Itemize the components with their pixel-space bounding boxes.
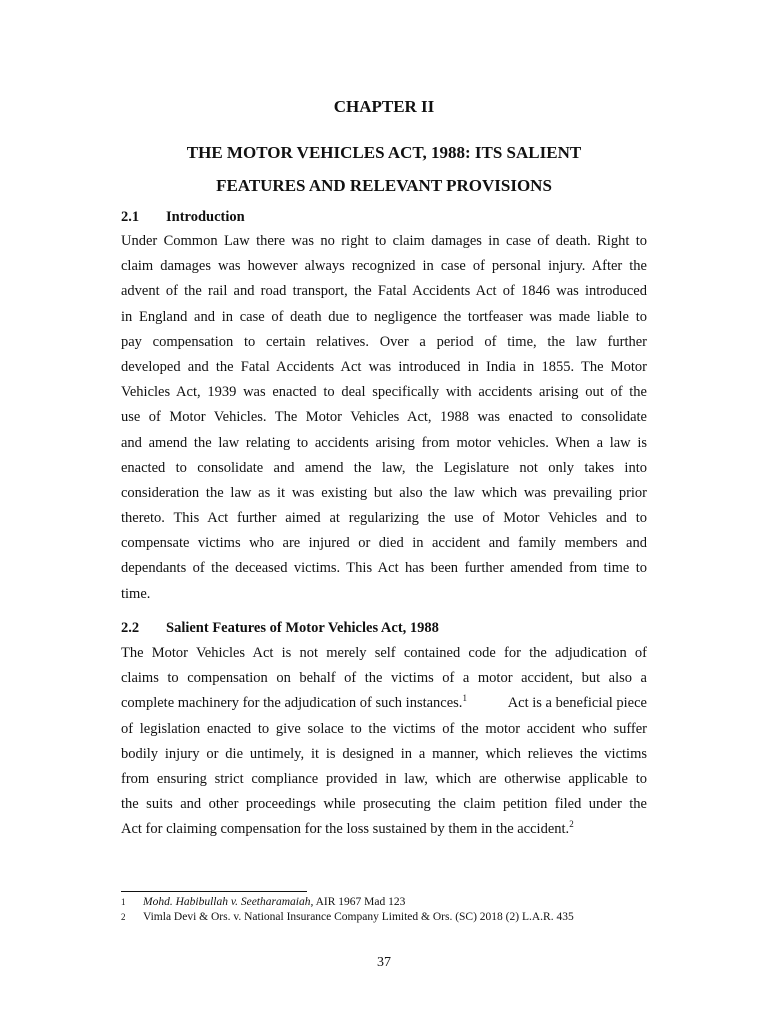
footnote-separator [121, 891, 307, 892]
paragraph-line: consideration the law as it was existing but also the law which was prevailing prior [121, 484, 647, 501]
footnote-mark: 1 [121, 897, 126, 907]
line-text: Act for claiming compensation for the loss sustained by them in the accident. [121, 821, 570, 838]
paragraph-line: thereto. This Act further aimed at regularizing the use of Motor Vehicles and to [121, 510, 647, 527]
paragraph-line: and amend the law relating to accidents arising from motor vehicles. When a law is [121, 434, 647, 451]
paragraph-line: time. [121, 585, 151, 602]
footnote-case-name: Mohd. Habibullah v. Seetharamaiah, [143, 896, 314, 908]
section-heading-2-1 [121, 207, 245, 227]
footnote-citation: AIR 1967 Mad 123 [313, 896, 406, 908]
paragraph-line: compensate victims who are injured or died in accident and family members and [121, 535, 647, 552]
paragraph-line: in England and in case of death due to negligence the tortfeaser was made liable to [121, 308, 647, 325]
paragraph-line: use of Motor Vehicles. The Motor Vehicles Act, 1988 was enacted to consolidate [121, 409, 647, 426]
section-heading-2-2 [121, 618, 439, 638]
paragraph-line: of legislation enacted to give solace to the victims of the motor accident who suffer [121, 720, 647, 737]
page-number: 37 [377, 955, 391, 970]
paragraph-line: dependants of the deceased victims. This Act has been further amended from time to [121, 560, 647, 577]
line-text: Act is a beneficial piece [507, 695, 647, 712]
paragraph-line [121, 817, 647, 842]
section-number: 2.1 [121, 209, 140, 225]
paragraph-line: the suits and other proceedings while prosecuting the claim petition filed under the [121, 796, 647, 813]
footnote-2 [121, 910, 574, 925]
section-2-1-paragraph [121, 229, 647, 607]
section-number: 2.2 [121, 620, 140, 636]
line-text: complete machinery for the adjudication of such instances. [121, 695, 463, 712]
paragraph-line: pay compensation to certain relatives. Over a period of time, the law further [121, 333, 647, 350]
footnote-ref: 1 [462, 693, 467, 704]
footnote-ref: 2 [569, 819, 574, 830]
paragraph-line: claims to compensation on behalf of the victims of a motor accident, but also a [121, 670, 647, 687]
footnote-text: Vimla Devi & Ors. v. National Insurance Company Limited & Ors. (SC) 2018 (2) L.A.R. 435 [143, 911, 574, 923]
section-title: Salient Features of Motor Vehicles Act, 1988 [166, 620, 439, 636]
chapter-title [0, 136, 768, 202]
paragraph-line: developed and the Fatal Accidents Act was introduced in India in 1855. The Motor [121, 358, 647, 375]
paragraph-line [121, 691, 647, 716]
chapter-title-line: THE MOTOR VEHICLES ACT, 1988: ITS SALIENT [186, 143, 582, 162]
chapter-heading: CHAPTER II [333, 97, 435, 116]
paragraph-line: The Motor Vehicles Act is not merely self contained code for the adjudication of [121, 645, 647, 661]
paragraph-line: bodily injury or die untimely, it is designed in a manner, which relieves the victims [121, 745, 647, 762]
footnote-1 [121, 895, 405, 910]
paragraph-line: Under Common Law there was no right to claim damages in case of death. Right to [121, 233, 647, 249]
paragraph-line: enacted to consolidate and amend the law, the Legislature not only takes into [121, 459, 647, 476]
chapter-title-line: FEATURES AND RELEVANT PROVISIONS [216, 176, 552, 195]
section-title: Introduction [166, 209, 245, 225]
footnote-mark: 2 [121, 912, 126, 922]
paragraph-line: advent of the rail and road transport, the Fatal Accidents Act of 1846 was introduced [121, 283, 647, 300]
paragraph-line: claim damages was however always recognized in case of personal injury. After the [121, 258, 647, 275]
line-segment [121, 691, 467, 716]
section-2-2-paragraph [121, 641, 647, 843]
paragraph-line: Vehicles Act, 1939 was enacted to deal specifically with accidents arising out of the [121, 384, 647, 401]
paragraph-line: from ensuring strict compliance provided in law, which are otherwise applicable to [121, 770, 647, 787]
